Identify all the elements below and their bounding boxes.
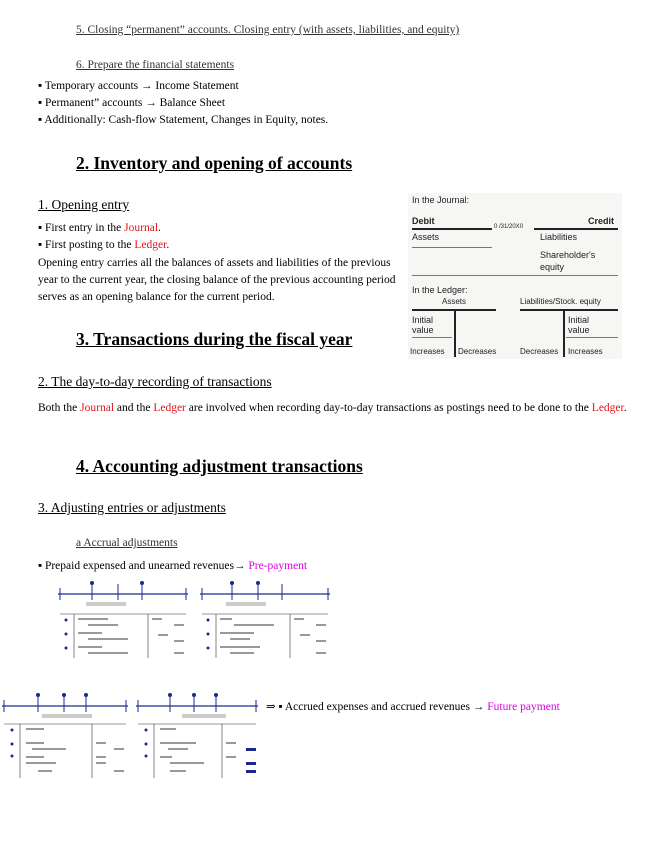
fig-debit: Debit — [412, 216, 435, 226]
journal-term: Journal — [124, 222, 159, 234]
fig-value-left: value — [412, 325, 434, 335]
adjusting-entries-heading: 3. Adjusting entries or adjustments — [38, 500, 226, 515]
prepaid-expense-figure — [58, 578, 190, 660]
section-2-title: 2. Inventory and opening of accounts — [76, 153, 353, 173]
bullet-first-entry: ▪ First entry in the Journal. — [38, 222, 161, 234]
day-to-day-heading: 2. The day-to-day recording of transactions — [38, 374, 272, 389]
fig-ledger-liab: Liabilities/Stock. equity — [520, 297, 601, 306]
fig-ledger-assets: Assets — [442, 297, 467, 306]
accrual-adjustments-heading: a Accrual adjustments — [76, 537, 178, 549]
step-6-heading: 6. Prepare the financial statements — [76, 59, 235, 71]
fig-initial-right: Initial — [568, 315, 590, 325]
bullet-additionally: ▪ Additionally: Cash-flow Statement, Changes in Equity, notes. — [38, 114, 329, 126]
pre-payment-term: Pre-payment — [248, 560, 308, 572]
journal-ledger-figure — [408, 193, 622, 359]
fig-decreases-left: Decreases — [458, 347, 497, 356]
bullet-temporary: ▪ Temporary accounts → Income Statement — [38, 80, 239, 92]
fig-in-ledger: In the Ledger: — [412, 285, 468, 295]
bullet-accrued: ⇒ ▪ Accrued expenses and accrued revenues → Future payment — [266, 701, 560, 713]
unearned-revenue-figure — [200, 578, 332, 660]
bullet-prepaid: ▪ Prepaid expensed and unearned revenues→ Pre-payment — [38, 560, 308, 572]
fig-decreases-right: Decreases — [520, 347, 559, 356]
future-payment-term: Future payment — [487, 701, 560, 713]
fig-increases-right: Increases — [568, 347, 603, 356]
opening-entry-heading: 1. Opening entry — [38, 197, 130, 212]
section-4-title: 4. Accounting adjustment transactions — [76, 456, 363, 476]
opening-entry-paragraph: Opening entry carries all the balances of assets and liabilities of the previous year to the current year, the closing balance of the previous accounting period serves as an opening balance for the current period. — [38, 257, 396, 303]
ledger-term: Ledger — [134, 239, 167, 251]
fig-in-journal: In the Journal: — [412, 195, 470, 205]
section-3-title: 3. Transactions during the fiscal year — [76, 329, 353, 349]
accrued-revenue-figure — [136, 688, 260, 780]
step-5-heading: 5. Closing “permanent” accounts. Closing entry (with assets, liabilities, and equity) — [76, 24, 460, 36]
fig-shareholders: Shareholder's — [540, 250, 596, 260]
bullet-permanent: ▪ Permanent” accounts → Balance Sheet — [38, 97, 226, 109]
fig-initial-left: Initial — [412, 315, 434, 325]
day-to-day-paragraph: Both the Journal and the Ledger are involved when recording day-to-day transactions as postings need to be done to the Ledger. — [38, 402, 627, 414]
fig-value-right: value — [568, 325, 590, 335]
fig-credit: Credit — [588, 216, 615, 226]
bullet-first-posting: ▪ First posting to the Ledger. — [38, 239, 170, 251]
fig-date: 0 /31/20X0 — [494, 224, 524, 230]
fig-liabilities: Liabilities — [540, 232, 578, 242]
fig-assets: Assets — [412, 232, 440, 242]
fig-equity: equity — [540, 262, 565, 272]
accrued-expense-figure — [2, 688, 132, 780]
fig-increases-left: Increases — [410, 347, 445, 356]
